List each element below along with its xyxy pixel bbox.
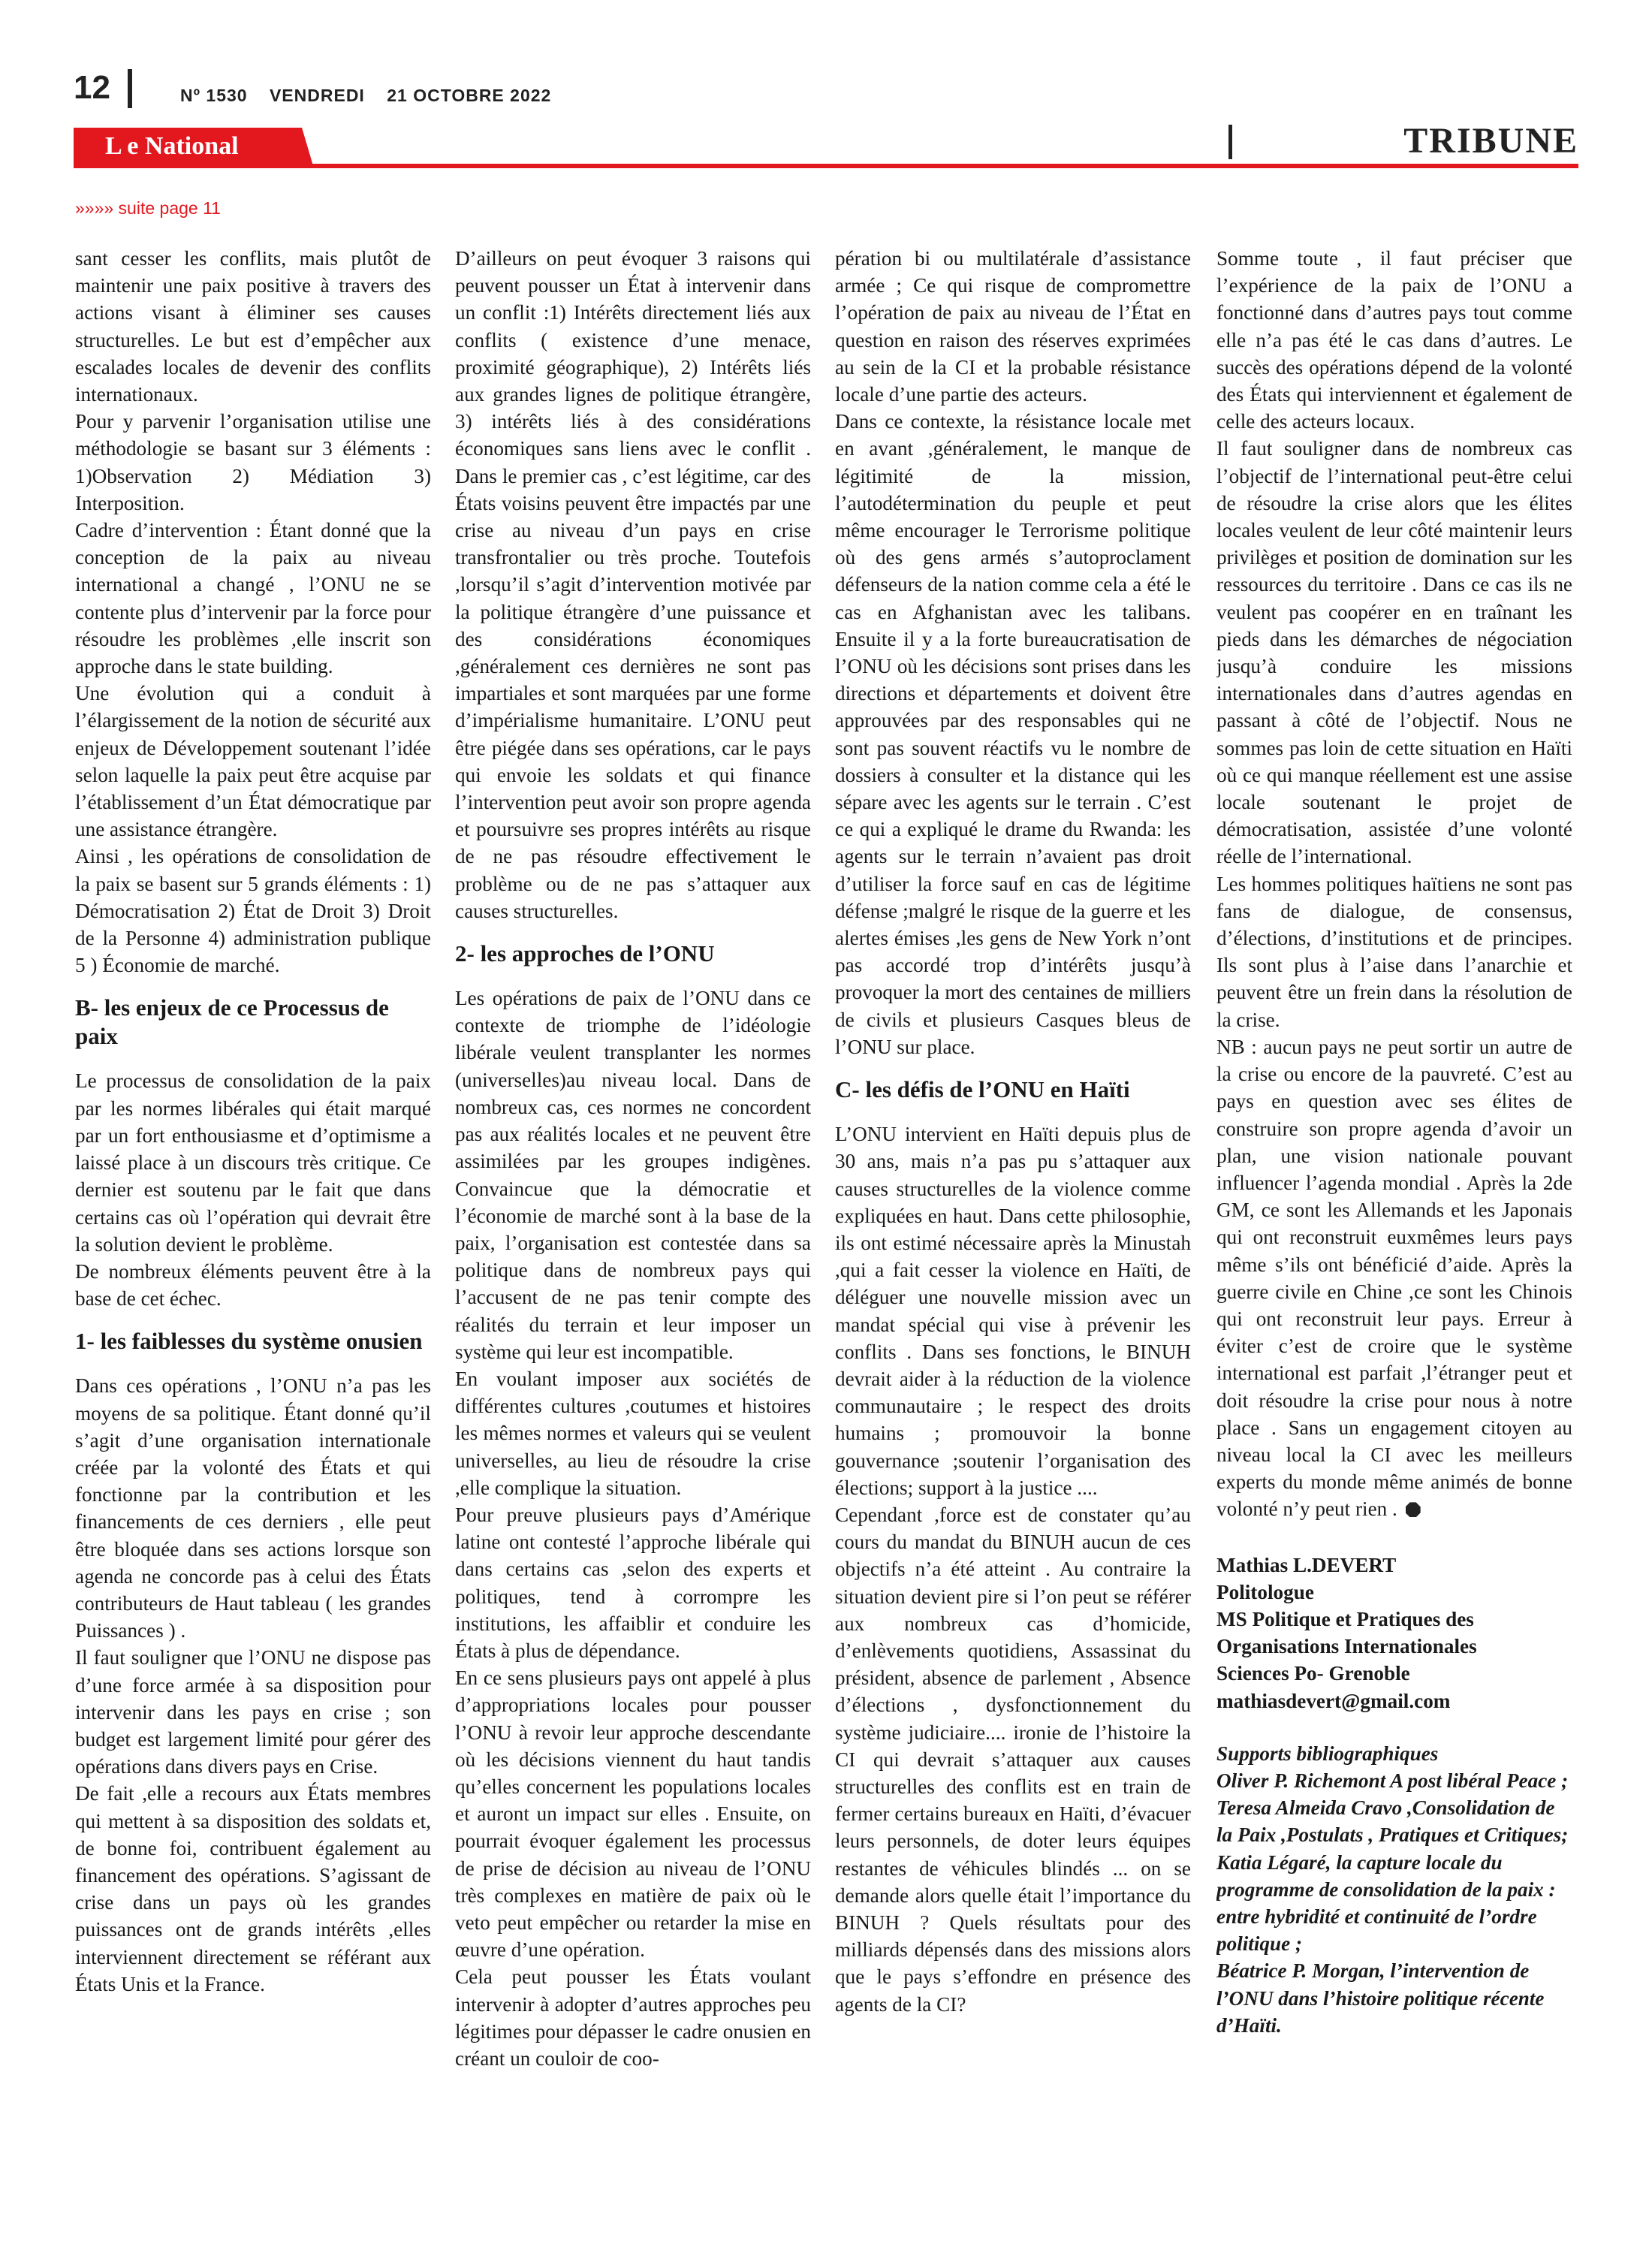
section-heading: C- les défis de l’ONU en Haïti — [835, 1076, 1130, 1103]
bibliography-entry: Oliver P. Richemont A post libéral Peace ; — [1216, 1769, 1569, 1792]
article-paragraph: Les hommes politiques haïtiens ne sont pas fans de dialogue, de consensus, d’élections, d’institutions et de principes. Ils sont plus à l’aise dans l’anarchie et peuvent être un frein dans la résolution de la crise. — [1216, 872, 1572, 1031]
article-column-3 — [835, 245, 1191, 2167]
article-column-2 — [455, 245, 811, 2167]
article-paragraph: Une évolution qui a conduit à l’élargissement de la notion de sécurité aux enjeux de Développement soutenant l’idée selon laquelle la paix peut être acquise par l’établissement d’un État démocratique par une assistance étrangère. — [75, 682, 431, 841]
bibliography-entry: Katia Légaré, la capture locale du programme de consolidation de la paix : entre hybridité et continuité de l’ordre politique ; — [1216, 1850, 1556, 1956]
article-paragraph: Cependant ,force est de constater qu’au cours du mandat du BINUH aucun de ces objectifs n’a été atteint . Au contraire la situation devient pire si l’on peut se référer aux nombreux cas d’homicide, d’enlèvements quotidiens, Assassinat du président, absence de parlement , Absence d’élections , dysfonctionnement du système judiciaire.... ironie de l’histoire la CI qui devrait s’attaquer aux causes structurelles des conflits est en train de fermer certains bureaux en Haïti, d’évacuer leurs personnels, de doter leurs équipes restantes de véhicules blindés ... on se demande alors quelle était l’importance du BINUH ? Quels résultats pour des milliards dépensés dans des missions alors que le pays s’effondre en présence des agents de la CI? — [835, 1503, 1191, 2016]
article-paragraph: NB : aucun pays ne peut sortir un autre de la crise ou encore de la pauvreté. C’est au pays en question avec ses élites de construire son propre agenda d’avoir un plan, une vision nationale pouvant influencer l’agenda mondial . Après la 2de GM, ce sont les Allemands et les Japonais qui ont reconstruit euxmêmes leurs pays même s’ils ont bénéficié d’aide. Après la guerre civile en Chine ,ce sont les Chinois qui ont reconstruit leur pays. Erreur à éviter c’est de croire que le système international est parfait ,l’étranger peut et doit résoudre la crise pour nous à notre place . Sans un engagement citoyen au niveau local la CI avec les meilleurs experts du monde même animés de bonne volonté n’y peut rien . — [1216, 1035, 1572, 1521]
article-paragraph: De nombreux éléments peuvent être à la base de cet échec. — [75, 1259, 431, 1310]
end-mark-icon — [1406, 1502, 1421, 1517]
continued-from: »»»» suite page 11 — [75, 198, 221, 218]
section-separator — [1228, 125, 1232, 159]
article-paragraph: Pour preuve plusieurs pays d’Amérique latine ont contesté l’approche libérale qui dans certains cas ,selon des experts et politiques, tend à corrompre les institutions, les affaiblir et conduire les États à plus de dépendance. — [455, 1503, 811, 1662]
bibliography-entry: Béatrice P. Morgan, l’intervention de l’ONU dans l’histoire politique récente d’Haïti. — [1216, 1959, 1545, 2037]
author-detail[interactable]: mathiasdevert@gmail.com — [1216, 1689, 1451, 1712]
article-paragraph: sant cesser les conflits, mais plutôt de maintenir une paix positive à travers des actions visant à éliminer ses causes structurelles. Le but est d’empêcher aux escalades locales de devenir des conflits internationaux. — [75, 247, 431, 406]
article-column-1 — [75, 245, 431, 2167]
author-detail: Sciences Po- Grenoble — [1216, 1662, 1410, 1685]
article-paragraph: Dans ces opérations , l’ONU n’a pas les moyens de sa politique. Étant donné qu’il s’agit d’une organisation internationale créée par la volonté des États et qui fonctionne par la contribution et les financements de ces derniers , elle peut être bloquée dans ses actions lorsque son agenda ne concorde pas à celui des États contributeurs de Haut tableau ( les grandes Puissances ) . — [75, 1374, 431, 1642]
article-paragraph: Il faut souligner que l’ONU ne dispose pas d’une force armée à sa disposition pour intervenir dans les pays en crise ; son budget est largement limité pour gérer des opérations dans divers pays en Crise. — [75, 1646, 431, 1778]
bibliography-title: Supports bibliographiques — [1216, 1742, 1439, 1765]
issue-line — [180, 86, 568, 106]
article-paragraph: Dans ce contexte, la résistance locale met en avant ,généralement, le manque de légitimité de la mission, l’autodétermination du peuple et peut même encourager le Terrorisme politique où des gens armés s’autoproclament défenseurs de la nation comme cela a été le cas en Afghanistan avec les talibans. Ensuite il y a la forte bureaucratisation de l’ONU où les décisions sont prises dans les directions et départements et doivent être approuvées par des responsables qui ne sont pas souvent réactifs vu le nombre de dossiers à consulter et la distance qui les sépare avec les agents sur le terrain . C’est ce qui a expliqué le drame du Rwanda: les agents sur le terrain n’avaient pas droit d’utiliser la force sauf en cas de légitime défense ;malgré le risque de la guerre et les alertes émises ,les gens de New York n’ont pas accordé trop d’intérêts jusqu’à provoquer la mort des centaines de milliers de civils et plusieurs Casques bleus de l’ONU sur place. — [835, 410, 1191, 1058]
issue-weekday: VENDREDI — [269, 86, 365, 105]
article-paragraph: Les opérations de paix de l’ONU dans ce contexte de triomphe de l’idéologie libérale veulent transplanter les normes (universelles)au niveau local. Dans de nombreux cas, ces normes ne concordent pas aux réalités locales et ne peuvent être assimilées par les groupes indigènes. Convaincue que la démocratie et l’économie de marché sont à la base de la paix, l’organisation est contestée dans sa politique dans de nombreux pays qui l’accusent de ne pas tenir compte des réalités du terrain et leur imposer un système qui leur est incompatible. — [455, 987, 811, 1363]
author-detail: MS Politique et Pratiques des Organisations Internationales — [1216, 1607, 1477, 1658]
article-paragraph: Cadre d’intervention : Étant donné que la conception de la paix au niveau international a changé , l’ONU ne se contente plus d’intervenir par la force pour résoudre les problèmes ,elle inscrit son approche dans le state building. — [75, 519, 431, 678]
article-paragraph: En ce sens plusieurs pays ont appelé à plus d’appropriations locales pour pousser l’ONU à revoir leur approche descendante où les décisions viennent du haut tandis qu’elles concernent les populations locales et auront un impact sur elles . Ensuite, on pourrait évoquer également les processus de prise de décision au niveau de l’ONU très complexes en matière de paix où le veto peut empêcher ou retarder la mise en œuvre d’une opération. — [455, 1666, 811, 1962]
page-number: 12 — [74, 69, 110, 106]
header-separator — [128, 69, 132, 108]
section-heading: 1- les faiblesses du système onusien — [75, 1328, 423, 1355]
article-paragraph: De fait ,elle a recours aux États membres qui mettent à sa disposition des soldats et, de bonne foi, contribuent également au financement des opérations. S’agissant de crise dans un pays où les grandes puissances ont de grands intérêts ,elles interviennent directement se référant aux États Unis et la France. — [75, 1782, 431, 1995]
newspaper-brand: L e National — [105, 132, 239, 160]
header-rule — [300, 164, 1578, 168]
article-paragraph: Ainsi , les opérations de consolidation de la paix se basent sur 5 grands éléments : 1) Démocratisation 2) État de Droit 3) Droit de la Personne 4) administration publique 5 ) Économie de marché. — [75, 845, 431, 977]
article-paragraph: Cela peut pousser les États voulant intervenir à adopter d’autres approches peu légitimes pour dépasser le cadre onusien en créant un couloir de coo- — [455, 1965, 811, 2070]
article-paragraph: Le processus de consolidation de la paix par les normes libérales qui était marqué par un fort enthousiasme et d’optimisme a laissé place à un discours très critique. Ce dernier est soutenu par le fait que dans certains cas où l’opération qui devrait être la solution devient le problème. — [75, 1069, 431, 1256]
article-paragraph: L’ONU intervient en Haïti depuis plus de 30 ans, mais n’a pas pu s’attaquer aux causes structurelles de la violence comme expliquées en haut. Dans cette philosophie, ils ont estimé nécessaire après la Minustah ,qui a fait cesser la violence en Haïti, de déléguer une nouvelle mission avec un mandat spécial qui vise à prévenir les conflits . Dans ses fonctions, le BINUH devrait aider à la réduction de la violence communautaire ; le respect des droits humains ; promouvoir la bonne gouvernance ;soutenir l’organisation des élections; support à la justice .... — [835, 1123, 1191, 1499]
article-paragraph: pération bi ou multilatérale d’assistance armée ; Ce qui risque de compromettre l’opération de paix au niveau de l’État en question en raison des réserves exprimées au sein de la CI et la probable résistance locale d’une partie des acteurs. — [835, 247, 1191, 406]
author-name: Mathias L.DEVERT — [1216, 1553, 1397, 1576]
article-paragraph: Il faut souligner dans de nombreux cas l’objectif de l’international peut-être celui de résoudre la crise alors que les élites locales veulent de leur côté maintenir leurs privilèges et position de domination sur les ressources du territoire . Dans ce cas ils ne veulent pas coopérer en en traînant les pieds dans les démarches de négociation jusqu’à conduire les missions internationales dans d’autres agendas en passant à côté de l’objectif. Nous ne sommes pas loin de cette situation en Haïti où ce qui manque réellement est une assise locale soutenant le projet de démocratisation, assistée d’une volonté réelle de l’international. — [1216, 437, 1572, 868]
bibliography-entry: Teresa Almeida Cravo ,Consolidation de la Paix ,Postulats , Pratiques et Critiques; — [1216, 1796, 1569, 1847]
article-paragraph: En voulant imposer aux sociétés de différentes cultures ,coutumes et histoires les mêmes normes et valeurs qui se veulent universelles, au lieu de résoudre la crise ,elle complique la situation. — [455, 1367, 811, 1499]
article-paragraph: Pour y parvenir l’organisation utilise une méthodologie se basant sur 3 éléments : 1)Observation 2) Médiation 3) Interposition. — [75, 410, 431, 514]
article-column-4 — [1216, 245, 1572, 2167]
section-title: TRIBUNE — [1403, 121, 1578, 161]
issue-date: 21 OCTOBRE 2022 — [387, 86, 552, 105]
section-heading: 2- les approches de l’ONU — [455, 940, 715, 967]
section-heading: B- les enjeux de ce Processus de paix — [75, 994, 389, 1050]
article-paragraph: D’ailleurs on peut évoquer 3 raisons qui peuvent pousser un État à intervenir dans un conflit :1) Intérêts directement liés aux conflits ( existence d’une menace, proximité géographique), 2) Intérêts liés aux grandes lignes de politique étrangère, 3) intérêts liés à des considérations économiques sans liens avec le conflit . Dans le premier cas , c’est légitime, car des États voisins peuvent être impactés par une crise au niveau d’un pays en crise transfrontalier ou très proche. Toutefois ,lorsqu’il s’agit d’intervention motivée par la politique étrangère d’une puissance et des considérations économiques ,généralement ces dernières ne sont pas impartiales et sont marquées par une forme d’impérialisme humanitaire. L’ONU peut être piégée dans ses opérations, car le pays qui envoie les soldats et qui finance l’intervention peut avoir son propre agenda et poursuivre ses propres intérêts au risque de ne pas résoudre effectivement le problème ou de ne pas s’attaquer aux causes structurelles. — [455, 247, 811, 922]
article-paragraph: Somme toute , il faut préciser que l’expérience de la paix de l’ONU a fonctionné dans d’autres pays tout comme elle n’a pas été le cas dans d’autres. Le succès des opérations dépend de la volonté des États qui interviennent et également de celle des acteurs locaux. — [1216, 247, 1572, 433]
author-detail: Politologue — [1216, 1580, 1314, 1603]
issue-number: Nº 1530 — [180, 86, 248, 105]
